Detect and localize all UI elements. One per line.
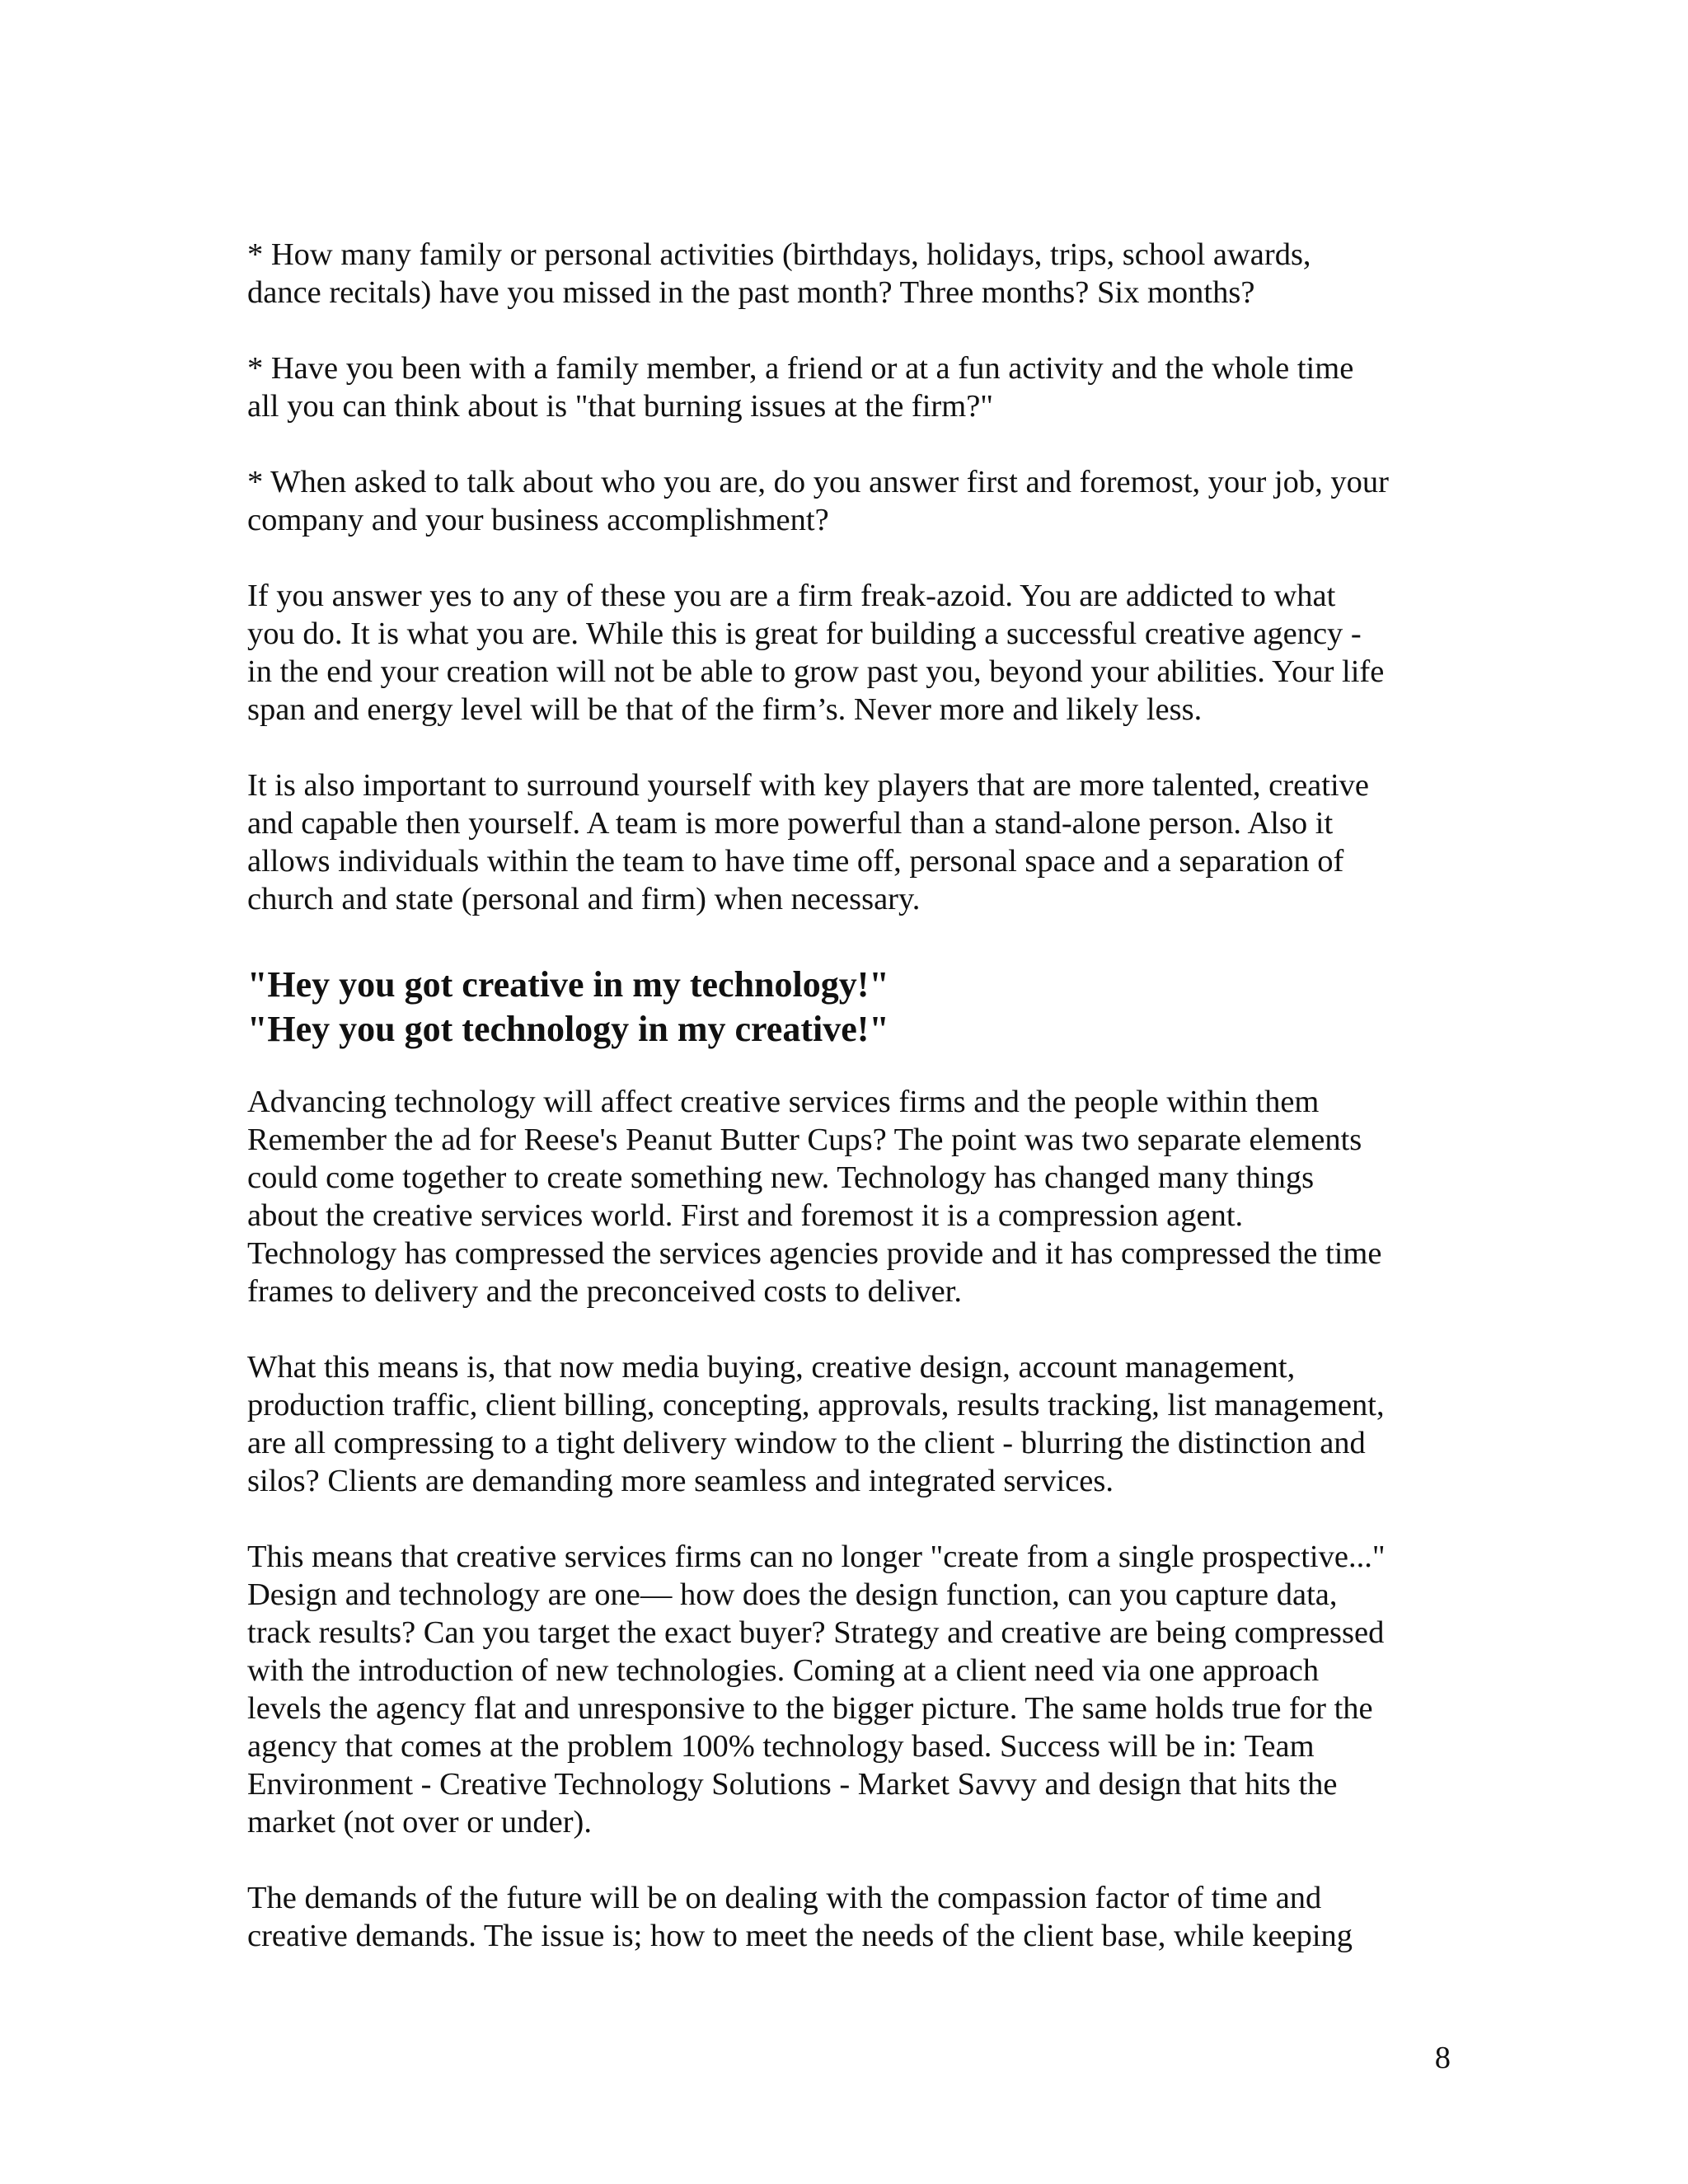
text-line: all you can think about is "that burning issues at the firm?": [247, 389, 993, 424]
text-line: * Have you been with a family member, a friend or at a fun activity and the whole time: [247, 351, 1354, 386]
bullet-burning-issues: [247, 349, 1451, 425]
text-line: about the creative services world. First and foremost it is a compression agent.: [247, 1198, 1244, 1233]
text-line: This means that creative services firms can no longer "create from a single prospective...": [247, 1540, 1386, 1574]
paragraph-single-prospective: [247, 1538, 1451, 1841]
bullet-missed-activities: [247, 236, 1451, 312]
page-body: [247, 236, 1451, 1993]
text-line: Design and technology are one— how does the design function, can you capture data,: [247, 1577, 1338, 1612]
bullet-who-you-are: [247, 463, 1451, 539]
text-line: creative demands. The issue is; how to meet the needs of the client base, while keeping: [247, 1919, 1353, 1953]
text-line: and capable then yourself. A team is more powerful than a stand-alone person. Also it: [247, 806, 1334, 841]
paragraph-what-this-means: [247, 1348, 1451, 1500]
paragraph-advancing-technology: [247, 1083, 1451, 1310]
text-line: company and your business accomplishment?: [247, 503, 829, 537]
text-line: * When asked to talk about who you are, do you answer first and foremost, your job, your: [247, 465, 1389, 499]
text-line: allows individuals within the team to have time off, personal space and a separation of: [247, 844, 1344, 879]
paragraph-firm-freak-azoid: [247, 577, 1451, 729]
text-line: agency that comes at the problem 100% technology based. Success will be in: Team: [247, 1729, 1315, 1764]
text-line: market (not over or under).: [247, 1805, 592, 1840]
text-line: span and energy level will be that of the firm’s. Never more and likely less.: [247, 692, 1203, 727]
paragraph-key-players: [247, 766, 1451, 918]
heading-line: "Hey you got technology in my creative!": [247, 1009, 889, 1049]
text-line: silos? Clients are demanding more seamless and integrated services.: [247, 1464, 1114, 1498]
paragraph-demands-of-future: [247, 1879, 1451, 1955]
text-line: you do. It is what you are. While this is great for building a successful creative agency -: [247, 616, 1362, 651]
text-line: in the end your creation will not be able to grow past you, beyond your abilities. Your life: [247, 654, 1385, 689]
text-line: Remember the ad for Reese's Peanut Butter Cups? The point was two separate elements: [247, 1122, 1362, 1157]
text-line: are all compressing to a tight delivery window to the client - blurring the distinction and: [247, 1426, 1366, 1460]
text-line: It is also important to surround yourself with key players that are more talented, creative: [247, 768, 1369, 803]
text-line: with the introduction of new technologies. Coming at a client need via one approach: [247, 1653, 1320, 1688]
text-line: What this means is, that now media buying, creative design, account management,: [247, 1350, 1296, 1385]
text-line: Technology has compressed the services agencies provide and it has compressed the time: [247, 1236, 1382, 1271]
text-line: track results? Can you target the exact buyer? Strategy and creative are being compressed: [247, 1615, 1385, 1650]
heading-line: "Hey you got creative in my technology!": [247, 964, 889, 1005]
text-line: * How many family or personal activities (birthdays, holidays, trips, school awards,: [247, 237, 1311, 272]
text-line: Environment - Creative Technology Solutions - Market Savvy and design that hits the: [247, 1767, 1338, 1802]
text-line: dance recitals) have you missed in the past month? Three months? Six months?: [247, 275, 1255, 310]
text-line: production traffic, client billing, concepting, approvals, results tracking, list management,: [247, 1388, 1385, 1422]
text-line: Advancing technology will affect creative services firms and the people within them: [247, 1085, 1320, 1119]
section-heading: [247, 956, 1451, 1052]
text-line: could come together to create something new. Technology has changed many things: [247, 1160, 1315, 1195]
text-line: The demands of the future will be on dealing with the compassion factor of time and: [247, 1881, 1322, 1915]
text-line: church and state (personal and firm) when necessary.: [247, 882, 921, 916]
text-line: frames to delivery and the preconceived costs to deliver.: [247, 1274, 963, 1309]
text-line: If you answer yes to any of these you are a firm freak-azoid. You are addicted to what: [247, 579, 1336, 613]
page-number: 8: [1434, 2041, 1451, 2075]
text-line: levels the agency flat and unresponsive to the bigger picture. The same holds true for the: [247, 1691, 1373, 1726]
